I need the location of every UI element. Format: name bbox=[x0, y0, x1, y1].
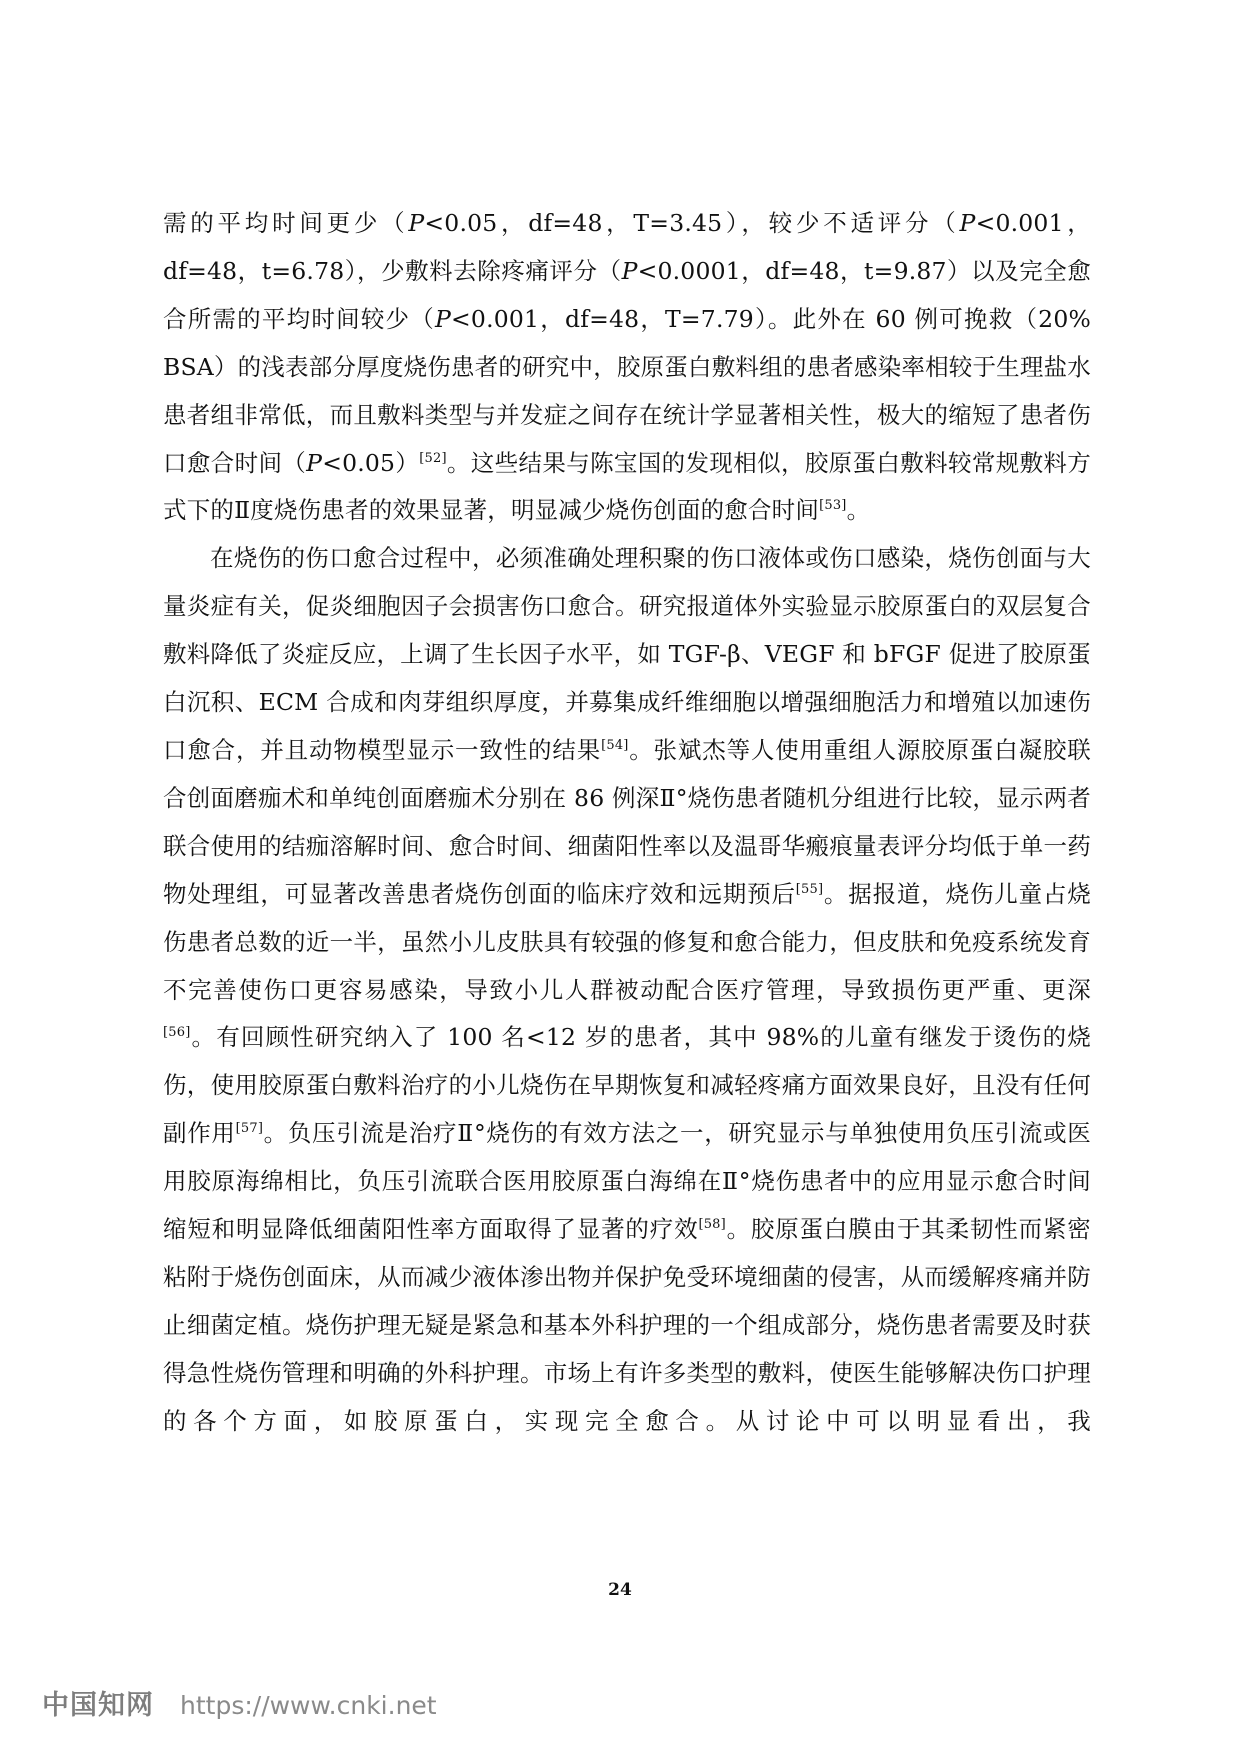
watermark-brand: 中国知网 bbox=[42, 1690, 154, 1721]
text-run: 。据报道，烧伤儿童占烧伤患者总数的近一半，虽然小儿皮肤具有较强的修复和愈合能力，但皮肤和免疫系统发育不完善使伤口更容易感染，导致小儿人群被动配合医疗管理，导致损伤更严重、更深 bbox=[163, 879, 1091, 1004]
citation-marker: [55] bbox=[795, 881, 824, 897]
text-run: 。有回顾性研究纳入了 100 名<12 岁的患者，其中 98%的儿童有继发于烫伤的烧伤，使用胶原蛋白敷料治疗的小儿烧伤在早期恢复和减轻疼痛方面效果良好，且没有任何副作用 bbox=[163, 1023, 1091, 1148]
p-value-symbol: P bbox=[959, 209, 976, 237]
p-value-symbol: P bbox=[621, 256, 638, 285]
text-run: 需的平均时间更少（ bbox=[163, 209, 409, 237]
citation-marker: [57] bbox=[235, 1121, 264, 1137]
text-run: 。 bbox=[846, 496, 871, 525]
text-run: 。胶原蛋白膜由于其柔韧性而紧密粘附于烧伤创面床，从而减少液体渗出物并保护免受环境细菌的侵害，从而缓解疼痛并防止细菌定植。烧伤护理无疑是紧急和基本外科护理的一个组成部分，烧伤患者需要及时获得急性烧伤管理和明确的外科护理。市场上有许多类型的敷料，使医生能够解决伤口护理的各个方面，如胶原蛋白，实现完全愈合。从讨论中可以明显看出，我 bbox=[163, 1215, 1092, 1435]
paragraph-burn-wound-healing bbox=[163, 535, 1091, 1445]
citation-marker: [52] bbox=[419, 450, 447, 466]
citation-marker: [53] bbox=[819, 498, 847, 514]
citation-marker: [58] bbox=[698, 1217, 726, 1233]
text-run: <0.001，df=48，T=7.79）。此外在 60 例可挽救（20% BSA）的浅表部分厚度烧伤患者的研究中，胶原蛋白敷料组的患者感染率相较于生理盐水患者组非常低，而且敷料类型与并发症之间存在统计学显著相关性，极大的缩短了患者伤口愈合时间（ bbox=[163, 304, 1092, 477]
body-text bbox=[163, 200, 1091, 1446]
text-run: 。这些结果与陈宝国的发现相似，胶原蛋白敷料较常规敷料方式下的Ⅱ度烧伤患者的效果显著，明显减少烧伤创面的愈合时间 bbox=[163, 448, 1091, 525]
page-number: 24 bbox=[608, 1580, 632, 1600]
text-run: 。负压引流是治疗Ⅱ°烧伤的有效方法之一，研究显示与单独使用负压引流或医用胶原海绵相比，负压引流联合医用胶原蛋白海绵在Ⅱ°烧伤患者中的应用显示愈合时间缩短和明显降低细菌阳性率方面取得了显著的疗效 bbox=[163, 1119, 1091, 1244]
paragraph-continuation bbox=[163, 200, 1091, 535]
p-value-symbol: P bbox=[408, 209, 425, 237]
text-run: <0.0001，df=48，t=9.87）以及完全愈合所需的平均时间较少（ bbox=[163, 256, 1091, 333]
citation-marker: [56] bbox=[163, 1025, 191, 1041]
citation-marker: [54] bbox=[601, 737, 629, 753]
text-run: 。张斌杰等人使用重组人源胶原蛋白凝胶联合创面磨痂术和单纯创面磨痂术分别在 86 例深Ⅱ°烧伤患者随机分组进行比较，显示两者联合使用的结痂溶解时间、愈合时间、细菌阳性率以及温哥华瘢痕量表评分均低于单一药物处理组，可显著改善患者烧伤创面的临床疗效和远期预后 bbox=[163, 735, 1091, 908]
p-value-symbol: P bbox=[435, 304, 452, 333]
cnki-watermark bbox=[42, 1683, 437, 1722]
text-run: <0.05，df=48，T=3.45），较少不适评分（ bbox=[424, 209, 960, 237]
p-value-symbol: P bbox=[306, 448, 323, 477]
watermark-url: https://www.cnki.net bbox=[180, 1691, 437, 1720]
text-run: 在烧伤的伤口愈合过程中，必须准确处理积聚的伤口液体或伤口感染，烧伤创面与大量炎症有关，促炎细胞因子会损害伤口愈合。研究报道体外实验显示胶原蛋白的双层复合敷料降低了炎症反应，上调了生长因子水平，如 TGF-β、VEGF 和 bFGF 促进了胶原蛋白沉积、ECM 合成和肉芽组织厚度，并募集成纤维细胞以增强细胞活力和增殖以加速伤口愈合，并且动物模型显示一致性的结果 bbox=[163, 544, 1091, 764]
text-run: <0.05） bbox=[322, 448, 420, 477]
text-run: <0.001，df=48，t=6.78），少敷料去除疼痛评分（ bbox=[163, 209, 1091, 285]
